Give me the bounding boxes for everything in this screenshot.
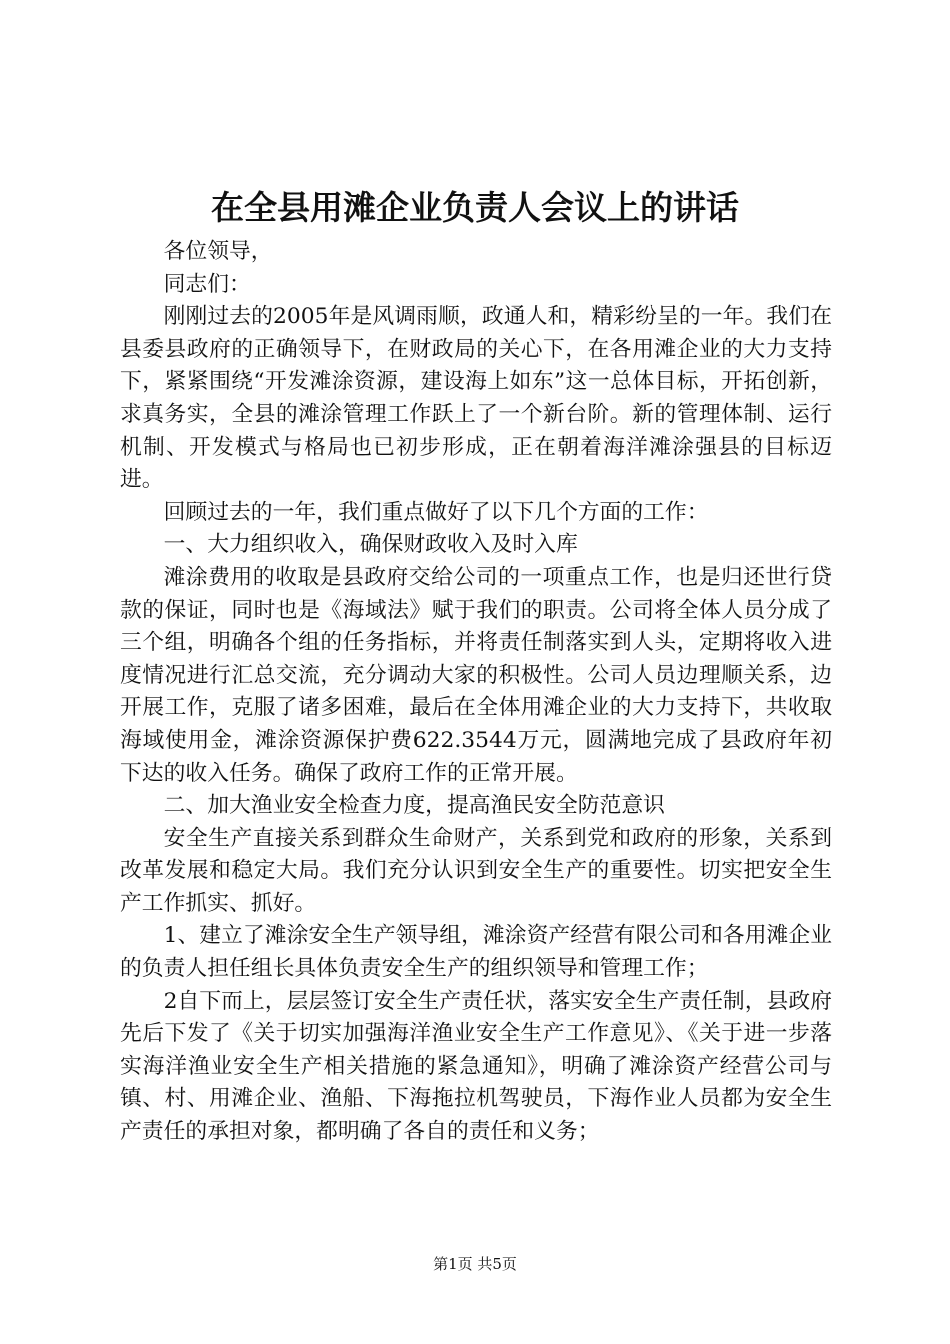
section-heading-1: 一、大力组织收入，确保财政收入及时入库 [163, 532, 578, 558]
paragraph-safety: 安全生产直接关系到群众生命财产，关系到党和政府的形象，关系到改革发展和稳定大局。我们充分认识到安全生产的重要性。切实把安全生产工作抓实、抓好。 [120, 825, 832, 916]
paragraph-intro: 刚刚过去的2005年是风调雨顺，政通人和，精彩纷呈的一年。我们在县委县政府的正确领导下，在财政局的关心下，在各用滩企业的大力支持下，紧紧围绕“开发滩涂资源，建设海上如东”这一总体目标，开拓创新，求真务实，全县的滩涂管理工作跃上了一个新台阶。新的管理体制、运行机制、开发模式与格局也已初步形成，正在朝着海洋滩涂强县的目标迈进。 [120, 304, 832, 493]
paragraph-revenue: 滩涂费用的收取是县政府交给公司的一项重点工作，也是归还世行贷款的保证，同时也是《海域法》赋于我们的职责。公司将全体人员分成了三个组，明确各个组的任务指标，并将责任制落实到人头，定期将收入进度情况进行汇总交流，充分调动大家的积极性。公司人员边理顺关系，边开展工作，克服了诸多困难，最后在全体用滩企业的大力支持下，共收取海域使用金，滩涂资源保护费622.3544万元，圆满地完成了县政府年初下达的收入任务。确保了政府工作的正常开展。 [120, 564, 832, 786]
salutation-leaders: 各位领导， [163, 239, 273, 264]
section-heading-2: 二、加大渔业安全检查力度，提高渔民安全防范意识 [163, 793, 665, 819]
document-body [120, 236, 832, 1149]
list-item-2: 2自下而上，层层签订安全生产责任状，落实安全生产责任制，县政府先后下发了《关于切实加强海洋渔业安全生产工作意见》、《关于进一步落实海洋渔业安全生产相关措施的紧急通知》，明确了滩涂资产经营公司与镇、村、用滩企业、渔船、下海拖拉机驾驶员，下海作业人员都为安全生产责任的承担对象，都明确了各自的责任和义务； [120, 988, 832, 1145]
paragraph-review: 回顾过去的一年，我们重点做好了以下几个方面的工作： [163, 499, 709, 525]
list-item-1: 1、建立了滩涂安全生产领导组，滩涂资产经营有限公司和各用滩企业的负责人担任组长具体负责安全生产的组织领导和管理工作； [120, 923, 832, 982]
page-number: 第1页 共5页 [433, 1255, 517, 1273]
document-title: 在全县用滩企业负责人会议上的讲话 [211, 188, 739, 227]
salutation-comrades: 同志们： [163, 271, 251, 297]
